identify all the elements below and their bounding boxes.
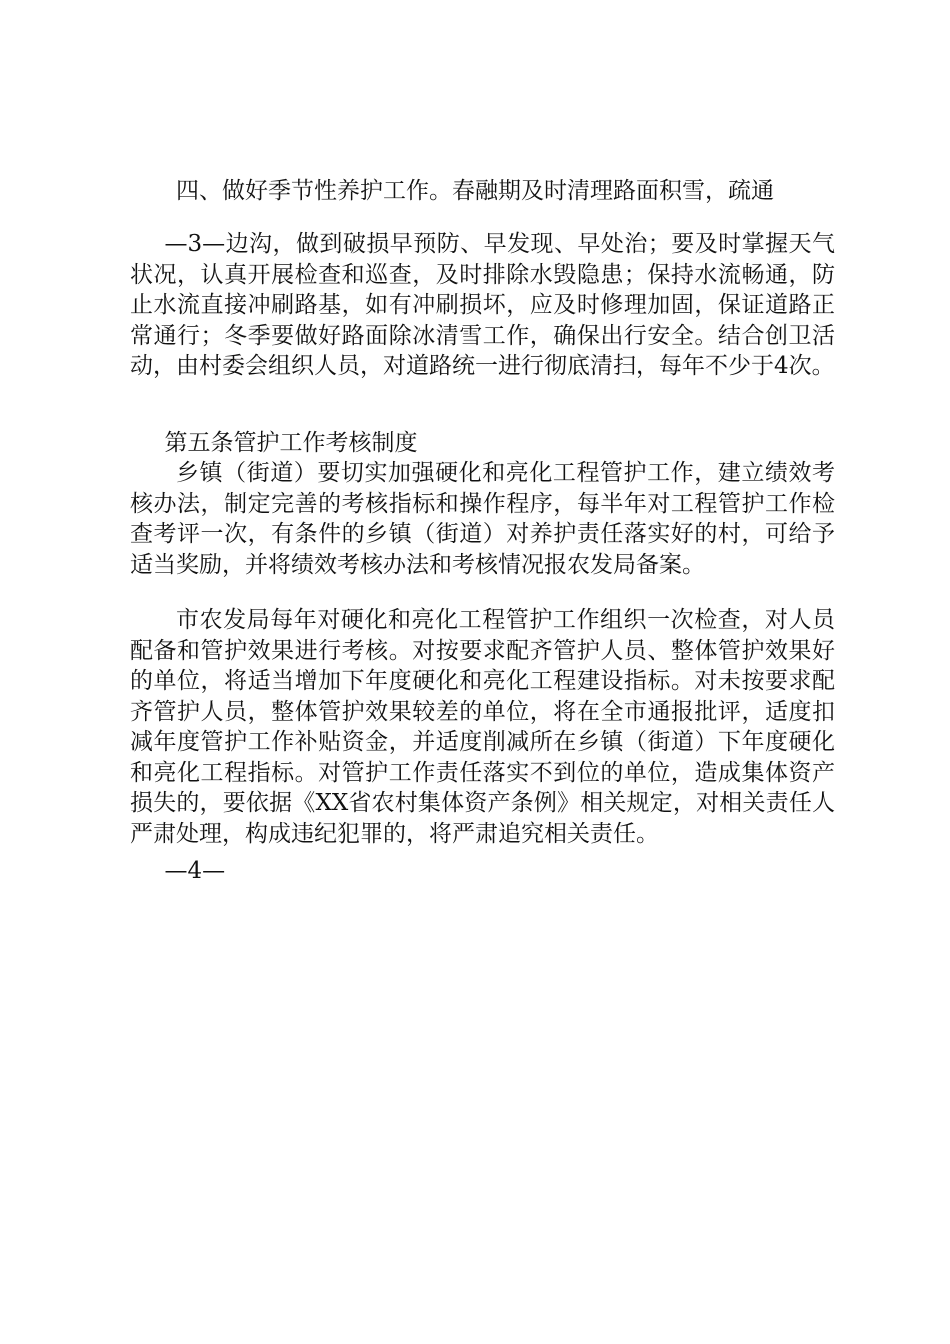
article-five-paragraph-2: 市农发局每年对硬化和亮化工程管护工作组织一次检查，对人员配备和管护效果进行考核。对按要求配齐管护人员、整体管护效果好的单位，将适当增加下年度硬化和亮化工程建设指标。对未按要求配齐管护人员，整体管护效果较差的单位，将在全市通报批评，适度扣减年度管护工作补贴资金，并适度削减所在乡镇（街道）下年度硬化和亮化工程指标。对管护工作责任落实不到位的单位，造成集体资产损失的，要依据《XX省农村集体资产条例》相关规定，对相关责任人严肃处理，构成违纪犯罪的，将严肃追究相关责任。 [130, 607, 835, 847]
article-five-paragraph-1-block [130, 458, 835, 580]
section-four-body: —3—边沟，做到破损早预防、早发现、早处治；要及时掌握天气状况，认真开展检查和巡查，及时排除水毁隐患；保持水流畅通，防止水流直接冲刷路基，如有冲刷损坏，应及时修理加固，保证道路正常通行；冬季要做好路面除冰清雪工作，确保出行安全。结合创卫活动，由村委会组织人员，对道路统一进行彻底清扫，每年不少于4次。 [130, 231, 835, 379]
section-four-heading-block [130, 176, 835, 207]
article-five-paragraph-1: 乡镇（街道）要切实加强硬化和亮化工程管护工作，建立绩效考核办法，制定完善的考核指标和操作程序，每半年对工程管护工作检查考评一次，有条件的乡镇（街道）对养护责任落实好的村，可给予适当奖励，并将绩效考核办法和考核情况报农发局备案。 [130, 460, 835, 578]
section-four-heading: 四、做好季节性养护工作。春融期及时清理路面积雪，疏通 [176, 178, 774, 204]
article-five-title-block [130, 428, 835, 459]
section-four-body-block [130, 229, 835, 382]
page-number: —4— [164, 858, 226, 884]
article-five-paragraph-2-block [130, 605, 835, 849]
article-five-title: 第五条管护工作考核制度 [164, 430, 418, 456]
page-number-block [130, 856, 835, 887]
